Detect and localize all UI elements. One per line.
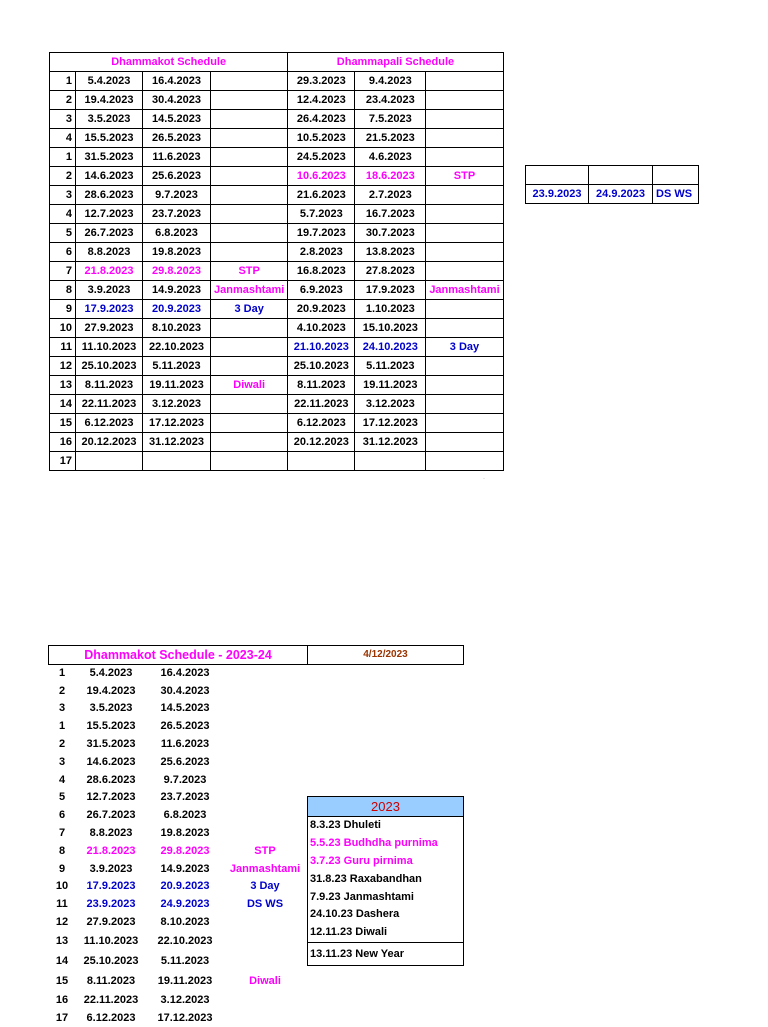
holiday-item: 12.11.23 Diwali: [310, 926, 388, 939]
bottom-schedule-list: [48, 664, 306, 1027]
dhammakot-note: [211, 414, 288, 433]
list-start: 6.12.2023: [86, 1011, 136, 1024]
dhammapali-start: 12.4.2023: [288, 91, 355, 110]
dhammakot-start: 31.5.2023: [76, 148, 143, 167]
list-start: 23.9.2023: [86, 898, 136, 911]
list-number: 7: [58, 827, 66, 840]
schedule-row: [50, 205, 504, 224]
dhammapali-note: [426, 186, 503, 205]
list-end: 26.5.2023: [160, 720, 210, 733]
dhammakot-end: 19.8.2023: [143, 243, 211, 262]
dhammapali-note: [426, 262, 503, 281]
dhammakot-end: [143, 452, 211, 471]
list-item: [48, 789, 306, 807]
row-number: 15: [50, 414, 76, 433]
dhammakot-note: [211, 72, 288, 91]
dhammapali-end: 18.6.2023: [355, 167, 426, 186]
list-end: 16.4.2023: [160, 666, 210, 679]
dhammakot-end: 20.9.2023: [143, 300, 211, 319]
dhammapali-start: 6.9.2023: [288, 281, 355, 300]
list-end: 29.8.2023: [160, 844, 210, 857]
dhammapali-end: 17.9.2023: [355, 281, 426, 300]
dhammakot-note: [211, 357, 288, 376]
list-end: 20.9.2023: [160, 880, 210, 893]
row-number: 8: [50, 281, 76, 300]
schedule-row: [50, 414, 504, 433]
ds-ws-empty-cell: [526, 166, 589, 185]
dhammakot-end: 11.6.2023: [143, 148, 211, 167]
dhammapali-end: 19.11.2023: [355, 376, 426, 395]
list-end: 24.9.2023: [160, 898, 210, 911]
list-item: [48, 878, 306, 896]
dhammapali-note: [426, 376, 503, 395]
schedule-row: [50, 395, 504, 414]
dhammakot-note: [211, 338, 288, 357]
row-number: 1: [50, 148, 76, 167]
row-number: 3: [50, 110, 76, 129]
list-note: 3 Day: [250, 880, 280, 893]
dhammapali-start: 29.3.2023: [288, 72, 355, 91]
row-number: 3: [50, 186, 76, 205]
dhammakot-end: 14.9.2023: [143, 281, 211, 300]
dhammakot-start: 8.11.2023: [76, 376, 143, 395]
list-number: 13: [55, 934, 69, 947]
dhammapali-start: 22.11.2023: [288, 395, 355, 414]
list-item: [48, 753, 306, 771]
list-end: 19.11.2023: [157, 974, 213, 987]
list-number: 11: [56, 898, 68, 911]
dhammakot-note: Janmashtami: [211, 281, 288, 300]
list-start: 17.9.2023: [86, 880, 136, 893]
dhammapali-end: 27.8.2023: [355, 262, 426, 281]
list-end: 8.10.2023: [160, 916, 210, 929]
dhammakot-header: Dhammakot Schedule: [50, 53, 288, 72]
list-end: 14.5.2023: [160, 702, 210, 715]
list-note: [224, 991, 306, 1009]
list-number: 2: [58, 738, 66, 751]
dhammapali-start: 10.5.2023: [288, 129, 355, 148]
dhammapali-end: 16.7.2023: [355, 205, 426, 224]
dhammapali-end: [355, 452, 426, 471]
list-number: 2: [58, 684, 66, 697]
row-number: 12: [50, 357, 76, 376]
row-number: 16: [50, 433, 76, 452]
list-number: 8: [58, 844, 66, 857]
dhammakot-note: [211, 243, 288, 262]
list-note: [224, 700, 306, 718]
schedule-row: [50, 129, 504, 148]
row-number: 6: [50, 243, 76, 262]
schedule-row: [50, 319, 504, 338]
dhammapali-note: [426, 148, 503, 167]
dhammapali-start: 24.5.2023: [288, 148, 355, 167]
list-end: 25.6.2023: [160, 755, 210, 768]
dhammapali-start: 6.12.2023: [288, 414, 355, 433]
list-start: 22.11.2023: [83, 993, 139, 1006]
list-note: [224, 682, 306, 700]
dhammakot-start: 14.6.2023: [76, 167, 143, 186]
schedule-row: [50, 91, 504, 110]
list-number: 14: [55, 954, 69, 967]
list-note: [224, 717, 306, 735]
list-end: 9.7.2023: [163, 773, 207, 786]
dhammakot-start: 3.9.2023: [76, 281, 143, 300]
dhammapali-start: 16.8.2023: [288, 262, 355, 281]
dhammakot-end: 16.4.2023: [143, 72, 211, 91]
dhammakot-end: 19.11.2023: [143, 376, 211, 395]
dhammapali-start: 5.7.2023: [288, 205, 355, 224]
list-item: [48, 806, 306, 824]
ds-ws-box: [525, 165, 699, 204]
dhammapali-end: 23.4.2023: [355, 91, 426, 110]
list-item: [48, 895, 306, 913]
row-number: 4: [50, 129, 76, 148]
list-note: [224, 664, 306, 682]
dhammapali-start: 10.6.2023: [288, 167, 355, 186]
schedule-row: [50, 110, 504, 129]
schedule-row: [50, 224, 504, 243]
list-note: Janmashtami: [229, 862, 301, 875]
dhammakot-start: 22.11.2023: [76, 395, 143, 414]
dhammapali-end: 9.4.2023: [355, 72, 426, 91]
list-note: [224, 931, 306, 951]
dhammakot-note: [211, 452, 288, 471]
dhammapali-note: [426, 357, 503, 376]
list-number: 6: [58, 809, 66, 822]
stray-dot: ·: [483, 476, 485, 482]
dhammapali-note: [426, 110, 503, 129]
row-number: 2: [50, 167, 76, 186]
dhammapali-start: 20.12.2023: [288, 433, 355, 452]
schedule-row: [50, 167, 504, 186]
dhammakot-end: 29.8.2023: [143, 262, 211, 281]
schedule-row: [50, 452, 504, 471]
dhammakot-note: [211, 395, 288, 414]
dhammakot-start: 17.9.2023: [76, 300, 143, 319]
ds-ws-end: 24.9.2023: [589, 185, 653, 204]
dhammakot-end: 23.7.2023: [143, 205, 211, 224]
list-item: [48, 824, 306, 842]
dhammapali-end: 1.10.2023: [355, 300, 426, 319]
list-number: 9: [58, 862, 66, 875]
list-start: 14.6.2023: [86, 755, 136, 768]
list-end: 3.12.2023: [160, 993, 210, 1006]
list-item: [48, 771, 306, 789]
dhammakot-start: 19.4.2023: [76, 91, 143, 110]
holiday-item: 13.11.23 New Year: [308, 942, 463, 965]
list-item: [48, 991, 306, 1009]
schedule-row: [50, 148, 504, 167]
dhammakot-end: 5.11.2023: [143, 357, 211, 376]
dhammapali-end: 3.12.2023: [355, 395, 426, 414]
list-start: 3.9.2023: [89, 862, 133, 875]
dhammakot-start: 11.10.2023: [76, 338, 143, 357]
list-start: 28.6.2023: [86, 773, 136, 786]
list-start: 26.7.2023: [86, 809, 136, 822]
list-start: 5.4.2023: [89, 666, 133, 679]
dhammapali-note: [426, 205, 503, 224]
dhammapali-start: 4.10.2023: [288, 319, 355, 338]
dhammapali-start: 19.7.2023: [288, 224, 355, 243]
holiday-item: 7.9.23 Janmashtami: [310, 890, 414, 903]
list-start: 15.5.2023: [86, 720, 136, 733]
dhammakot-note: [211, 110, 288, 129]
list-start: 21.8.2023: [86, 844, 136, 857]
list-number: 15: [55, 974, 69, 987]
list-note: [224, 824, 306, 842]
schedule-row: [50, 72, 504, 91]
list-note: STP: [254, 844, 276, 857]
list-number: 10: [55, 880, 69, 893]
list-start: 25.10.2023: [83, 954, 139, 967]
dhammapali-end: 31.12.2023: [355, 433, 426, 452]
row-number: 4: [50, 205, 76, 224]
list-note: Diwali: [249, 974, 281, 987]
dhammapali-end: 13.8.2023: [355, 243, 426, 262]
holiday-item: 5.5.23 Budhdha purnima: [310, 836, 438, 849]
dhammakot-start: 25.10.2023: [76, 357, 143, 376]
list-start: 8.8.2023: [89, 827, 133, 840]
dhammakot-note: [211, 433, 288, 452]
dhammapali-note: [426, 72, 503, 91]
dhammapali-note: [426, 414, 503, 433]
dhammakot-end: 6.8.2023: [143, 224, 211, 243]
dhammapali-start: 2.8.2023: [288, 243, 355, 262]
dhammakot-note: Diwali: [211, 376, 288, 395]
dhammakot-end: 3.12.2023: [143, 395, 211, 414]
dhammapali-end: 15.10.2023: [355, 319, 426, 338]
schedule-row: [50, 338, 504, 357]
dhammakot-end: 25.6.2023: [143, 167, 211, 186]
schedule-row: [50, 433, 504, 452]
list-start: 3.5.2023: [89, 702, 133, 715]
list-start: 8.11.2023: [86, 974, 136, 987]
dhammakot-end: 14.5.2023: [143, 110, 211, 129]
schedule-row: [50, 262, 504, 281]
dhammapali-start: 25.10.2023: [288, 357, 355, 376]
list-end: 11.6.2023: [160, 738, 210, 751]
list-note: [224, 951, 306, 971]
dhammakot-start: 21.8.2023: [76, 262, 143, 281]
dhammakot-note: [211, 129, 288, 148]
dhammapali-end: 7.5.2023: [355, 110, 426, 129]
dhammakot-note: [211, 224, 288, 243]
ds-ws-start: 23.9.2023: [526, 185, 589, 204]
dhammakot-start: 12.7.2023: [76, 205, 143, 224]
dhammakot-note: [211, 205, 288, 224]
dhammapali-start: 20.9.2023: [288, 300, 355, 319]
dhammapali-end: 17.12.2023: [355, 414, 426, 433]
dhammakot-start: 28.6.2023: [76, 186, 143, 205]
list-item: [48, 682, 306, 700]
ds-ws-note: DS WS: [653, 185, 699, 204]
dhammakot-note: [211, 167, 288, 186]
dhammakot-end: 8.10.2023: [143, 319, 211, 338]
list-item: [48, 913, 306, 931]
list-number: 3: [58, 702, 66, 715]
list-note: [224, 806, 306, 824]
list-number: 5: [58, 791, 66, 804]
dhammapali-note: 3 Day: [426, 338, 503, 357]
dhammapali-note: [426, 91, 503, 110]
row-number: 2: [50, 91, 76, 110]
dhammakot-start: 26.7.2023: [76, 224, 143, 243]
schedule-row: [50, 243, 504, 262]
dhammakot-end: 22.10.2023: [143, 338, 211, 357]
list-number: 1: [58, 720, 66, 733]
schedule-row: [50, 376, 504, 395]
list-number: 17: [55, 1011, 69, 1024]
dhammakot-start: 27.9.2023: [76, 319, 143, 338]
list-item: [48, 735, 306, 753]
row-number: 5: [50, 224, 76, 243]
list-item: [48, 860, 306, 878]
dhammapali-note: [426, 319, 503, 338]
list-end: 14.9.2023: [160, 862, 210, 875]
dhammapali-end: 30.7.2023: [355, 224, 426, 243]
ds-ws-empty-cell: [653, 166, 699, 185]
list-note: DS WS: [246, 898, 284, 911]
list-end: 22.10.2023: [157, 934, 213, 947]
dhammakot-start: 6.12.2023: [76, 414, 143, 433]
list-number: 1: [58, 666, 66, 679]
dhammapali-start: 21.6.2023: [288, 186, 355, 205]
holiday-item: 3.7.23 Guru pirnima: [310, 854, 413, 867]
schedule-row: [50, 300, 504, 319]
list-item: [48, 700, 306, 718]
row-number: 1: [50, 72, 76, 91]
dhammakot-start: 15.5.2023: [76, 129, 143, 148]
list-start: 27.9.2023: [86, 916, 136, 929]
schedule-row: [50, 357, 504, 376]
dhammapali-end: 5.11.2023: [355, 357, 426, 376]
dhammapali-start: 21.10.2023: [288, 338, 355, 357]
dhammakot-start: 5.4.2023: [76, 72, 143, 91]
row-number: 17: [50, 452, 76, 471]
list-end: 19.8.2023: [160, 827, 210, 840]
holiday-item: 31.8.23 Raxabandhan: [310, 872, 422, 885]
list-number: 3: [58, 755, 66, 768]
dhammapali-start: 8.11.2023: [288, 376, 355, 395]
list-start: 11.10.2023: [83, 934, 139, 947]
row-number: 10: [50, 319, 76, 338]
holiday-box: [307, 796, 464, 966]
list-start: 31.5.2023: [86, 738, 136, 751]
dhammapali-header: Dhammapali Schedule: [288, 53, 503, 72]
schedule-table: [49, 52, 504, 471]
bottom-title: Dhammakot Schedule - 2023-24: [48, 645, 308, 665]
dhammakot-end: 26.5.2023: [143, 129, 211, 148]
dhammapali-start: [288, 452, 355, 471]
list-number: 4: [58, 773, 66, 786]
schedule-row: [50, 281, 504, 300]
schedule-row: [50, 186, 504, 205]
ds-ws-empty-cell: [589, 166, 653, 185]
list-note: [224, 753, 306, 771]
list-item: [48, 931, 306, 951]
list-start: 19.4.2023: [86, 684, 136, 697]
row-number: 13: [50, 376, 76, 395]
list-note: [224, 789, 306, 807]
list-number: 12: [55, 916, 69, 929]
list-item: [48, 717, 306, 735]
dhammapali-end: 4.6.2023: [355, 148, 426, 167]
dhammapali-note: [426, 452, 503, 471]
list-item: [48, 951, 306, 971]
bottom-date: 4/12/2023: [307, 645, 464, 665]
list-end: 30.4.2023: [160, 684, 210, 697]
dhammakot-note: 3 Day: [211, 300, 288, 319]
row-number: 7: [50, 262, 76, 281]
dhammakot-note: [211, 186, 288, 205]
list-end: 6.8.2023: [163, 809, 207, 822]
dhammakot-end: 17.12.2023: [143, 414, 211, 433]
dhammakot-start: 20.12.2023: [76, 433, 143, 452]
dhammakot-start: 3.5.2023: [76, 110, 143, 129]
dhammapali-note: [426, 395, 503, 414]
dhammapali-note: Janmashtami: [426, 281, 503, 300]
holiday-year: 2023: [308, 797, 463, 817]
list-note: [224, 913, 306, 931]
row-number: 11: [50, 338, 76, 357]
dhammakot-end: 31.12.2023: [143, 433, 211, 452]
dhammapali-end: 24.10.2023: [355, 338, 426, 357]
dhammapali-note: [426, 300, 503, 319]
dhammakot-note: [211, 319, 288, 338]
list-item: [48, 971, 306, 991]
list-note: [224, 735, 306, 753]
row-number: 9: [50, 300, 76, 319]
list-item: [48, 842, 306, 860]
list-start: 12.7.2023: [86, 791, 136, 804]
dhammapali-note: [426, 243, 503, 262]
list-number: 16: [55, 993, 69, 1006]
list-end: 5.11.2023: [160, 954, 210, 967]
dhammakot-start: 8.8.2023: [76, 243, 143, 262]
dhammakot-end: 30.4.2023: [143, 91, 211, 110]
dhammakot-note: [211, 148, 288, 167]
holiday-item: 8.3.23 Dhuleti: [310, 819, 381, 831]
dhammapali-note: [426, 224, 503, 243]
dhammapali-note: [426, 433, 503, 452]
list-note: [224, 771, 306, 789]
row-number: 14: [50, 395, 76, 414]
dhammakot-note: [211, 91, 288, 110]
dhammakot-start: [76, 452, 143, 471]
dhammapali-note: [426, 129, 503, 148]
list-end: 23.7.2023: [160, 791, 210, 804]
list-end: 17.12.2023: [157, 1011, 213, 1024]
dhammapali-end: 2.7.2023: [355, 186, 426, 205]
dhammakot-end: 9.7.2023: [143, 186, 211, 205]
list-item: [48, 664, 306, 682]
holiday-item: 24.10.23 Dashera: [310, 908, 400, 921]
dhammapali-end: 21.5.2023: [355, 129, 426, 148]
dhammapali-note: STP: [426, 167, 503, 186]
dhammakot-note: STP: [211, 262, 288, 281]
dhammapali-start: 26.4.2023: [288, 110, 355, 129]
